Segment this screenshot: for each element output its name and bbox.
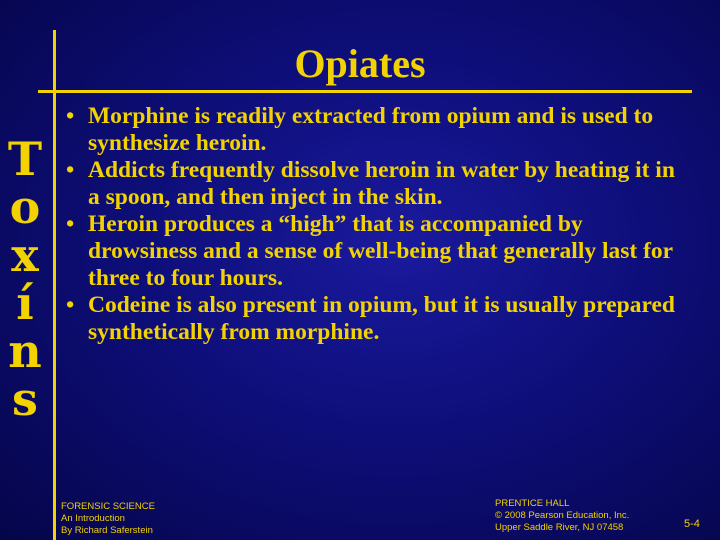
footer-line: FORENSIC SCIENCE	[61, 501, 155, 512]
footer-line: PRENTICE HALL	[495, 498, 570, 509]
sidebar-letter: s	[12, 372, 38, 426]
horizontal-rule	[38, 90, 692, 93]
vertical-rule	[53, 30, 56, 540]
sidebar-vertical-word	[5, 132, 45, 426]
footer-line: © 2008 Pearson Education, Inc.	[495, 510, 630, 521]
bullet-item: • Heroin produces a “high” that is accompanied by drowsiness and a sense of well-being that generally last for three to four hours.	[60, 211, 690, 292]
sidebar-letter: n	[8, 324, 42, 378]
footer-book-info	[61, 501, 155, 537]
sidebar-letter: T	[7, 132, 43, 186]
footer-line: An Introduction	[61, 513, 125, 524]
bullet-list	[60, 103, 690, 346]
sidebar-letter: o	[9, 180, 41, 234]
bullet-item: • Codeine is also present in opium, but it is usually prepared synthetically from morphine.	[60, 292, 690, 346]
bullet-item: • Morphine is readily extracted from opium and is used to synthesize heroin.	[60, 103, 690, 157]
footer-line: Upper Saddle River, NJ 07458	[495, 522, 624, 533]
page-number: 5-4	[684, 518, 700, 530]
bullet-item: • Addicts frequently dissolve heroin in water by heating it in a spoon, and then inject in the skin.	[60, 157, 690, 211]
footer-publisher-info	[495, 498, 629, 534]
sidebar-letter: í	[16, 276, 34, 330]
footer-line: By Richard Saferstein	[61, 525, 153, 536]
sidebar-letter: x	[11, 228, 39, 282]
slide-title: Opiates	[294, 41, 426, 86]
